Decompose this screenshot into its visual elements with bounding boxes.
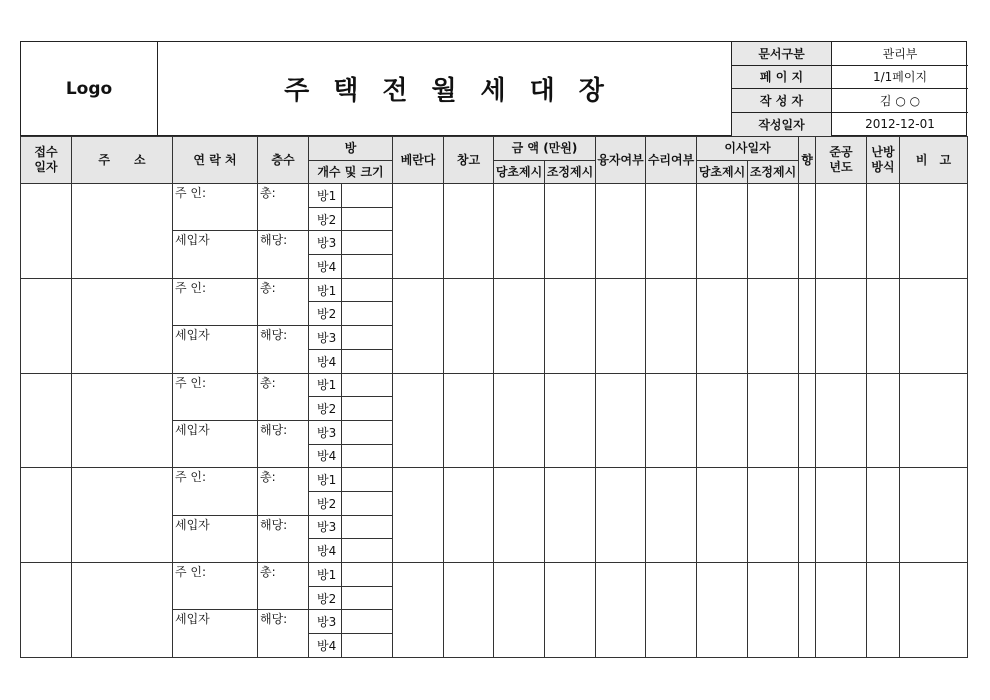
cell-heating[interactable] xyxy=(867,278,900,373)
meta-key: 작 성 자 xyxy=(732,89,832,112)
cell-loan[interactable] xyxy=(596,563,646,658)
tenant-label: 세입자 xyxy=(175,422,210,437)
cell-direction[interactable] xyxy=(799,278,816,373)
col-amount: 금 액 (만원) xyxy=(494,137,596,161)
meta-table xyxy=(732,42,968,135)
cell-repair[interactable] xyxy=(646,563,697,658)
cell-move-adjusted[interactable] xyxy=(748,184,799,279)
cell-loan[interactable] xyxy=(596,373,646,468)
cell-initial-offer[interactable] xyxy=(494,563,545,658)
cell-owner-contact[interactable] xyxy=(173,468,258,515)
cell-room-size[interactable] xyxy=(342,207,393,231)
table-row xyxy=(21,373,968,397)
col-address: 주 소 xyxy=(72,137,173,184)
cell-note[interactable] xyxy=(900,278,968,373)
cell-tenant-contact[interactable] xyxy=(173,326,258,373)
floor-tenant-label: 해당: xyxy=(260,517,288,532)
cell-veranda[interactable] xyxy=(393,373,444,468)
cell-veranda[interactable] xyxy=(393,184,444,279)
cell-repair[interactable] xyxy=(646,184,697,279)
cell-repair[interactable] xyxy=(646,468,697,563)
cell-room-size[interactable] xyxy=(342,563,393,587)
floor-tenant-label: 해당: xyxy=(260,233,288,248)
floor-label: 총: xyxy=(260,375,276,390)
cell-note[interactable] xyxy=(900,468,968,563)
cell-tenant-contact[interactable] xyxy=(173,515,258,562)
room-label: 방2 xyxy=(309,302,342,326)
cell-tenant-contact[interactable] xyxy=(173,610,258,657)
table-row xyxy=(21,563,968,587)
meta-value[interactable]: 김 ○ ○ xyxy=(879,93,921,108)
cell-storage[interactable] xyxy=(444,373,494,468)
room-label: 방4 xyxy=(309,444,342,468)
cell-room-size[interactable] xyxy=(342,397,393,421)
cell-move-adjusted[interactable] xyxy=(748,563,799,658)
col-adjusted-offer: 조정제시 xyxy=(545,161,596,184)
cell-address[interactable] xyxy=(72,468,173,563)
room-label: 방4 xyxy=(309,255,342,279)
cell-storage[interactable] xyxy=(444,278,494,373)
cell-move-adjusted[interactable] xyxy=(748,278,799,373)
cell-storage[interactable] xyxy=(444,184,494,279)
logo: Logo xyxy=(21,42,158,135)
cell-room-size[interactable] xyxy=(342,491,393,515)
cell-tenant-floor[interactable] xyxy=(258,326,309,373)
owner-label: 주 인: xyxy=(175,375,207,390)
meta-value[interactable]: 1/1페이지 xyxy=(872,70,928,85)
floor-label: 총: xyxy=(260,565,276,579)
cell-owner-contact[interactable] xyxy=(173,373,258,420)
cell-tenant-floor[interactable] xyxy=(258,610,309,657)
room-label: 방1 xyxy=(309,468,342,492)
cell-room-size[interactable] xyxy=(342,515,393,539)
table-row xyxy=(21,184,968,208)
cell-move-adjusted[interactable] xyxy=(748,468,799,563)
meta-row xyxy=(732,113,968,137)
room-label: 방1 xyxy=(309,563,342,587)
room-label: 방2 xyxy=(309,586,342,610)
ledger-table xyxy=(20,136,968,658)
meta-key: 문서구분 xyxy=(732,42,832,65)
cell-room-size[interactable] xyxy=(342,278,393,302)
cell-room-size[interactable] xyxy=(342,634,393,658)
cell-veranda[interactable] xyxy=(393,563,444,658)
floor-tenant-label: 해당: xyxy=(260,422,288,437)
floor-label: 총: xyxy=(260,470,276,485)
cell-owner-contact[interactable] xyxy=(173,563,258,610)
cell-move-initial[interactable] xyxy=(697,373,748,468)
table-row xyxy=(21,468,968,492)
col-storage: 창고 xyxy=(444,137,494,184)
room-label: 방2 xyxy=(309,397,342,421)
room-label: 방4 xyxy=(309,349,342,373)
cell-storage[interactable] xyxy=(444,468,494,563)
tenant-label: 세입자 xyxy=(175,328,210,343)
cell-tenant-floor[interactable] xyxy=(258,231,309,278)
cell-adjusted-offer[interactable] xyxy=(545,563,596,658)
cell-receipt-date[interactable] xyxy=(21,373,72,468)
cell-receipt-date[interactable] xyxy=(21,468,72,563)
col-contact: 연 락 처 xyxy=(173,137,258,184)
room-label: 방3 xyxy=(309,515,342,539)
cell-total-floor[interactable] xyxy=(258,563,309,610)
cell-heating[interactable] xyxy=(867,184,900,279)
floor-tenant-label: 해당: xyxy=(260,612,288,627)
cell-room-size[interactable] xyxy=(342,420,393,444)
cell-room-size[interactable] xyxy=(342,373,393,397)
meta-row xyxy=(732,42,968,66)
cell-tenant-contact[interactable] xyxy=(173,231,258,278)
cell-receipt-date[interactable] xyxy=(21,184,72,279)
col-heating: 난방 방식 xyxy=(867,137,900,184)
cell-room-size[interactable] xyxy=(342,302,393,326)
cell-tenant-floor[interactable] xyxy=(258,515,309,562)
col-move-date: 이사일자 xyxy=(697,137,799,161)
col-move-initial: 당초제시 xyxy=(697,161,748,184)
floor-tenant-label: 해당: xyxy=(260,328,288,343)
owner-label: 주 인: xyxy=(175,280,207,295)
cell-total-floor[interactable] xyxy=(258,373,309,420)
room-label: 방1 xyxy=(309,278,342,302)
cell-room-size[interactable] xyxy=(342,349,393,373)
room-label: 방3 xyxy=(309,326,342,350)
cell-total-floor[interactable] xyxy=(258,278,309,325)
cell-address[interactable] xyxy=(72,563,173,658)
cell-total-floor[interactable] xyxy=(258,468,309,515)
col-floor: 층수 xyxy=(258,137,309,184)
cell-note[interactable] xyxy=(900,563,968,658)
cell-receipt-date[interactable] xyxy=(21,563,72,658)
cell-loan[interactable] xyxy=(596,184,646,279)
cell-owner-contact[interactable] xyxy=(173,278,258,325)
cell-owner-contact[interactable] xyxy=(173,184,258,231)
room-label: 방1 xyxy=(309,373,342,397)
cell-veranda[interactable] xyxy=(393,278,444,373)
cell-address[interactable] xyxy=(72,373,173,468)
col-room-sub: 개수 및 크기 xyxy=(309,161,393,184)
col-note: 비 고 xyxy=(900,137,968,184)
tenant-label: 세입자 xyxy=(175,517,210,532)
cell-direction[interactable] xyxy=(799,563,816,658)
cell-storage[interactable] xyxy=(444,563,494,658)
owner-label: 주 인: xyxy=(175,565,207,579)
cell-tenant-floor[interactable] xyxy=(258,420,309,467)
col-direction: 향 xyxy=(799,137,816,184)
cell-total-floor[interactable] xyxy=(258,184,309,231)
cell-note[interactable] xyxy=(900,373,968,468)
cell-room-size[interactable] xyxy=(342,184,393,208)
col-move-adjusted: 조정제시 xyxy=(748,161,799,184)
cell-adjusted-offer[interactable] xyxy=(545,278,596,373)
meta-row xyxy=(732,89,968,113)
cell-adjusted-offer[interactable] xyxy=(545,184,596,279)
tenant-label: 세입자 xyxy=(175,612,210,627)
meta-key: 작성일자 xyxy=(732,113,832,137)
cell-initial-offer[interactable] xyxy=(494,184,545,279)
cell-move-initial[interactable] xyxy=(697,184,748,279)
room-label: 방2 xyxy=(309,491,342,515)
meta-value[interactable]: 2012-12-01 xyxy=(865,117,935,132)
cell-veranda[interactable] xyxy=(393,468,444,563)
cell-built-year[interactable] xyxy=(816,184,867,279)
cell-room-size[interactable] xyxy=(342,326,393,350)
cell-repair[interactable] xyxy=(646,278,697,373)
cell-note[interactable] xyxy=(900,184,968,279)
document-header xyxy=(20,41,967,136)
tenant-label: 세입자 xyxy=(175,233,210,248)
cell-direction[interactable] xyxy=(799,184,816,279)
col-room: 방 xyxy=(309,137,393,161)
cell-built-year[interactable] xyxy=(816,563,867,658)
room-label: 방3 xyxy=(309,610,342,634)
meta-value[interactable]: 관리부 xyxy=(882,46,918,61)
cell-heating[interactable] xyxy=(867,468,900,563)
cell-built-year[interactable] xyxy=(816,373,867,468)
cell-address[interactable] xyxy=(72,278,173,373)
cell-room-size[interactable] xyxy=(342,444,393,468)
meta-row xyxy=(732,66,968,90)
room-label: 방1 xyxy=(309,184,342,208)
room-label: 방3 xyxy=(309,420,342,444)
col-built-year: 준공 년도 xyxy=(816,137,867,184)
room-label: 방2 xyxy=(309,207,342,231)
owner-label: 주 인: xyxy=(175,186,207,200)
cell-loan[interactable] xyxy=(596,468,646,563)
cell-room-size[interactable] xyxy=(342,468,393,492)
cell-tenant-contact[interactable] xyxy=(173,420,258,467)
cell-adjusted-offer[interactable] xyxy=(545,373,596,468)
cell-room-size[interactable] xyxy=(342,255,393,279)
cell-room-size[interactable] xyxy=(342,610,393,634)
floor-label: 총: xyxy=(260,186,276,200)
col-repair: 수리여부 xyxy=(646,137,697,184)
floor-label: 총: xyxy=(260,280,276,295)
col-receipt-date: 접수 일자 xyxy=(21,137,72,184)
cell-initial-offer[interactable] xyxy=(494,278,545,373)
cell-move-initial[interactable] xyxy=(697,563,748,658)
cell-direction[interactable] xyxy=(799,373,816,468)
cell-initial-offer[interactable] xyxy=(494,468,545,563)
col-loan: 융자여부 xyxy=(596,137,646,184)
cell-built-year[interactable] xyxy=(816,278,867,373)
room-label: 방3 xyxy=(309,231,342,255)
cell-move-initial[interactable] xyxy=(697,468,748,563)
cell-repair[interactable] xyxy=(646,373,697,468)
cell-receipt-date[interactable] xyxy=(21,278,72,373)
room-label: 방4 xyxy=(309,634,342,658)
cell-heating[interactable] xyxy=(867,373,900,468)
col-initial-offer: 당초제시 xyxy=(494,161,545,184)
cell-initial-offer[interactable] xyxy=(494,373,545,468)
page-title: 주택전월세대장 xyxy=(157,42,732,135)
cell-adjusted-offer[interactable] xyxy=(545,468,596,563)
cell-move-initial[interactable] xyxy=(697,278,748,373)
cell-address[interactable] xyxy=(72,184,173,279)
cell-direction[interactable] xyxy=(799,468,816,563)
owner-label: 주 인: xyxy=(175,470,207,485)
table-row xyxy=(21,278,968,302)
cell-room-size[interactable] xyxy=(342,539,393,563)
cell-built-year[interactable] xyxy=(816,468,867,563)
cell-room-size[interactable] xyxy=(342,231,393,255)
meta-key: 페 이 지 xyxy=(732,66,832,89)
col-veranda: 베란다 xyxy=(393,137,444,184)
cell-loan[interactable] xyxy=(596,278,646,373)
cell-room-size[interactable] xyxy=(342,586,393,610)
cell-heating[interactable] xyxy=(867,563,900,658)
cell-move-adjusted[interactable] xyxy=(748,373,799,468)
room-label: 방4 xyxy=(309,539,342,563)
